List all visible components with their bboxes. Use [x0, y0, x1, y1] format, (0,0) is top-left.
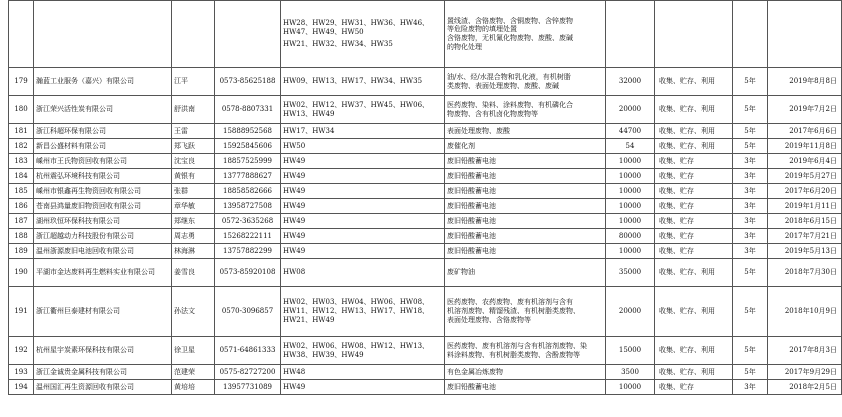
company-name: 温州国汇再生资源回收有限公司 — [34, 380, 172, 395]
waste-codes — [281, 380, 445, 395]
issue-date: 2019年5月13日 — [768, 244, 842, 259]
license-years: 5年 — [733, 259, 768, 287]
waste-code-line: HW17、HW34 — [283, 126, 335, 135]
waste-code-line: HW02、HW12、HW37、HW45、HW06、 — [283, 100, 430, 109]
business-scope: 收集、贮存 — [655, 199, 733, 214]
table-row — [9, 1, 842, 68]
license-years: 3年 — [733, 199, 768, 214]
waste-description-line: 废旧铅酸蓄电池 — [447, 231, 496, 240]
phone-number: 13777888627 — [215, 169, 281, 184]
waste-code-line: HW49 — [283, 216, 306, 225]
waste-code-line: HW49 — [283, 186, 306, 195]
issue-date: 2019年8月8日 — [768, 68, 842, 96]
waste-codes — [281, 229, 445, 244]
contact-person: 郑飞跃 — [172, 139, 215, 154]
annual-capacity: 15000 — [606, 337, 655, 365]
company-name — [34, 1, 172, 68]
waste-code-line: HW47、HW49、HW50 — [283, 27, 364, 36]
phone-number: 15268222111 — [215, 229, 281, 244]
annual-capacity: 20000 — [606, 287, 655, 337]
waste-license-table — [8, 0, 842, 395]
company-name: 杭州震弘环境科技有限公司 — [34, 169, 172, 184]
company-name: 瀚蓝工业服务（嘉兴）有限公司 — [34, 68, 172, 96]
waste-description-line: 医药废物、废有机溶剂与含有机溶剂废物、染 — [447, 341, 587, 350]
table-row — [9, 96, 842, 124]
business-scope: 收集、贮存、利用 — [655, 337, 733, 365]
table-row — [9, 154, 842, 169]
waste-description-line: 含铬废物，无机氰化物废物、废酸、废碱 — [447, 34, 573, 42]
waste-description — [445, 184, 606, 199]
license-years: 3年 — [733, 380, 768, 395]
row-number: 187 — [9, 214, 34, 229]
waste-description-line: 废旧铅酸蓄电池 — [447, 201, 496, 210]
waste-code-line: HW49 — [283, 156, 306, 165]
waste-description — [445, 365, 606, 380]
waste-code-line: HW09、HW13、HW17、HW34、HW35 — [283, 77, 423, 86]
waste-code-line: HW38、HW39、HW49 — [283, 350, 364, 359]
waste-code-line: HW02、HW06、HW08、HW12、HW13、 — [283, 341, 430, 350]
company-name: 温州浙源废旧电池回收有限公司 — [34, 244, 172, 259]
waste-codes — [281, 68, 445, 96]
annual-capacity: 35000 — [606, 259, 655, 287]
company-name: 浙江荣兴活性炭有限公司 — [34, 96, 172, 124]
table-row — [9, 184, 842, 199]
table-row — [9, 259, 842, 287]
waste-description-line: 废旧铅酸蓄电池 — [447, 382, 496, 391]
waste-code-line: HW21、HW32、HW34、HW35 — [283, 40, 393, 49]
waste-description-line: 表面处理废物、废酸 — [447, 126, 510, 135]
waste-code-line: HW13、HW49 — [283, 109, 335, 118]
waste-code-line: HW11、HW12、HW13、HW17、HW18、 — [283, 307, 430, 316]
annual-capacity: 10000 — [606, 199, 655, 214]
waste-code-line: HW21、HW49 — [283, 315, 335, 324]
table-row — [9, 124, 842, 139]
row-number: 182 — [9, 139, 34, 154]
phone-number: 0578-8807331 — [215, 96, 281, 124]
issue-date: 2017年7月21日 — [768, 229, 842, 244]
company-name: 嵊州市王氏物资回收有限公司 — [34, 154, 172, 169]
waste-description-line: 类废物、表面处理废物、废酸、废碱 — [447, 81, 559, 90]
waste-codes — [281, 154, 445, 169]
business-scope: 收集、贮存、利用 — [655, 124, 733, 139]
contact-person: 黄培培 — [172, 380, 215, 395]
row-number: 191 — [9, 287, 34, 337]
waste-description — [445, 68, 606, 96]
business-scope: 收集、贮存、利用 — [655, 68, 733, 96]
phone-number: 13957731089 — [215, 380, 281, 395]
issue-date: 2017年6月20日 — [768, 184, 842, 199]
contact-person: 范建荣 — [172, 365, 215, 380]
contact-person: 徐卫星 — [172, 337, 215, 365]
waste-codes — [281, 184, 445, 199]
license-years: 5年 — [733, 68, 768, 96]
annual-capacity: 32000 — [606, 68, 655, 96]
contact-person: 张群 — [172, 184, 215, 199]
company-name: 新昌公盛材料有限公司 — [34, 139, 172, 154]
phone-number: 15925845606 — [215, 139, 281, 154]
row-number: 189 — [9, 244, 34, 259]
contact-person: 周志勇 — [172, 229, 215, 244]
waste-description — [445, 214, 606, 229]
business-scope: 收集、贮存 — [655, 229, 733, 244]
waste-description-line: 物废物、含有机卤化物废物等 — [447, 109, 538, 118]
issue-date: 2018年7月30日 — [768, 259, 842, 287]
waste-description — [445, 139, 606, 154]
waste-description-line: 医药废物、农药废物、废有机溶剂与含有 — [447, 298, 573, 307]
row-number: 180 — [9, 96, 34, 124]
contact-person: 林海淋 — [172, 244, 215, 259]
waste-codes — [281, 199, 445, 214]
company-name: 苍南县鸿量废旧物资回收有限公司 — [34, 199, 172, 214]
table-row — [9, 199, 842, 214]
waste-code-line: HW49 — [283, 382, 306, 391]
waste-description-line: 机溶剂废物、精馏残渣、有机树脂类废物、 — [447, 307, 580, 316]
annual-capacity: 10000 — [606, 169, 655, 184]
company-name: 平湖市金达废料再生燃料实业有限公司 — [34, 259, 172, 287]
waste-description-line: 的物化处理 — [447, 42, 482, 51]
issue-date: 2019年6月4日 — [768, 154, 842, 169]
company-name: 浙江超越动力科技股份有限公司 — [34, 229, 172, 244]
table-row — [9, 169, 842, 184]
waste-description — [445, 259, 606, 287]
waste-codes — [281, 1, 445, 68]
waste-codes — [281, 244, 445, 259]
waste-codes — [281, 169, 445, 184]
waste-codes — [281, 139, 445, 154]
row-number: 190 — [9, 259, 34, 287]
phone-number: 15888952568 — [215, 124, 281, 139]
row-number: 193 — [9, 365, 34, 380]
phone-number: 0573-85625188 — [215, 68, 281, 96]
waste-code-line: HW48 — [283, 367, 306, 376]
contact-person: 王雷 — [172, 124, 215, 139]
waste-description — [445, 244, 606, 259]
phone-number: 0571-64861333 — [215, 337, 281, 365]
annual-capacity: 44700 — [606, 124, 655, 139]
phone-number — [215, 1, 281, 68]
waste-description-line: 废旧铅酸蓄电池 — [447, 171, 496, 180]
waste-description — [445, 1, 606, 68]
license-years: 3年 — [733, 244, 768, 259]
license-years: 3年 — [733, 154, 768, 169]
annual-capacity — [606, 1, 655, 68]
company-name: 杭州星宇炭素环保科技有限公司 — [34, 337, 172, 365]
waste-code-line: HW49 — [283, 171, 306, 180]
business-scope: 收集、贮存、利用 — [655, 96, 733, 124]
business-scope — [655, 1, 733, 68]
issue-date: 2018年6月15日 — [768, 214, 842, 229]
waste-code-line: HW49 — [283, 231, 306, 240]
business-scope: 收集、贮存、利用 — [655, 365, 733, 380]
table-row — [9, 214, 842, 229]
issue-date: 2019年5月27日 — [768, 169, 842, 184]
annual-capacity: 80000 — [606, 229, 655, 244]
row-number — [9, 1, 34, 68]
issue-date: 2019年11月8日 — [768, 139, 842, 154]
waste-description — [445, 199, 606, 214]
issue-date — [768, 1, 842, 68]
issue-date: 2019年7月2日 — [768, 96, 842, 124]
row-number: 192 — [9, 337, 34, 365]
waste-description-line: 废旧铅酸蓄电池 — [447, 246, 496, 255]
license-years: 5年 — [733, 287, 768, 337]
row-number: 184 — [9, 169, 34, 184]
waste-description — [445, 380, 606, 395]
waste-description-line: 表面处理废物、含铬废物等 — [447, 315, 531, 324]
annual-capacity: 54 — [606, 139, 655, 154]
waste-description — [445, 287, 606, 337]
waste-code-line: HW08 — [283, 268, 306, 277]
contact-person — [172, 1, 215, 68]
company-name: 浙江科超环保有限公司 — [34, 124, 172, 139]
license-years: 3年 — [733, 229, 768, 244]
table-row — [9, 229, 842, 244]
annual-capacity: 3500 — [606, 365, 655, 380]
table-row — [9, 380, 842, 395]
business-scope: 收集、贮存 — [655, 184, 733, 199]
license-years: 5年 — [733, 365, 768, 380]
row-number: 183 — [9, 154, 34, 169]
contact-person: 郑继东 — [172, 214, 215, 229]
waste-description-line: 医药废物、染料、涂料废物、有机磷化合 — [447, 100, 573, 109]
business-scope: 收集、贮存 — [655, 214, 733, 229]
license-years: 5年 — [733, 139, 768, 154]
row-number: 188 — [9, 229, 34, 244]
table-row — [9, 244, 842, 259]
row-number: 181 — [9, 124, 34, 139]
phone-number: 0572-3635268 — [215, 214, 281, 229]
waste-description-line: 废旧铅酸蓄电池 — [447, 216, 496, 225]
waste-description — [445, 124, 606, 139]
table-row — [9, 337, 842, 365]
waste-codes — [281, 214, 445, 229]
business-scope: 收集、贮存 — [655, 244, 733, 259]
company-name: 湖州玖恒环保科技有限公司 — [34, 214, 172, 229]
table-row — [9, 68, 842, 96]
waste-description-line: 油/水、烃/水混合物和乳化液，有机树脂 — [447, 72, 571, 81]
business-scope: 收集、贮存、利用 — [655, 287, 733, 337]
waste-code-line: HW50 — [283, 141, 306, 150]
phone-number: 18857525999 — [215, 154, 281, 169]
waste-description-line: 废旧铅酸蓄电池 — [447, 156, 496, 165]
waste-codes — [281, 337, 445, 365]
phone-number: 13958727508 — [215, 199, 281, 214]
contact-person: 黄银有 — [172, 169, 215, 184]
row-number: 186 — [9, 199, 34, 214]
contact-person: 姜雪良 — [172, 259, 215, 287]
license-years: 5年 — [733, 337, 768, 365]
waste-description-line: 废矿物油 — [447, 268, 475, 277]
table-body — [9, 1, 842, 395]
waste-code-line: HW28、HW29、HW31、HW36、HW46、 — [283, 18, 430, 27]
business-scope: 收集、贮存、利用 — [655, 259, 733, 287]
annual-capacity: 10000 — [606, 214, 655, 229]
row-number: 185 — [9, 184, 34, 199]
waste-codes — [281, 124, 445, 139]
contact-person: 孙法文 — [172, 287, 215, 337]
license-years: 5年 — [733, 124, 768, 139]
waste-description-line: 等危险废物的填埋处置 — [447, 25, 517, 34]
business-scope: 收集、贮存 — [655, 154, 733, 169]
waste-description — [445, 154, 606, 169]
waste-code-line: HW49 — [283, 201, 306, 210]
business-scope: 收集、贮存 — [655, 380, 733, 395]
phone-number: 0575-82727200 — [215, 365, 281, 380]
annual-capacity: 20000 — [606, 96, 655, 124]
waste-description-line: 有色金属冶炼废物 — [447, 367, 503, 376]
contact-person: 江平 — [172, 68, 215, 96]
annual-capacity: 10000 — [606, 380, 655, 395]
annual-capacity: 10000 — [606, 184, 655, 199]
waste-codes — [281, 96, 445, 124]
company-name: 浙江衢州巨泰建材有限公司 — [34, 287, 172, 337]
table-row — [9, 139, 842, 154]
waste-codes — [281, 365, 445, 380]
issue-date: 2017年9月29日 — [768, 365, 842, 380]
phone-number: 0573-85920108 — [215, 259, 281, 287]
license-years: 3年 — [733, 214, 768, 229]
issue-date: 2017年8月3日 — [768, 337, 842, 365]
table-row — [9, 365, 842, 380]
license-years: 3年 — [733, 184, 768, 199]
waste-description-line: 料涂料废物、有机树脂类废物、含酚废物等 — [447, 350, 580, 359]
business-scope: 收集、贮存、利用 — [655, 139, 733, 154]
waste-description — [445, 337, 606, 365]
annual-capacity: 10000 — [606, 154, 655, 169]
waste-description — [445, 169, 606, 184]
license-years: 3年 — [733, 169, 768, 184]
waste-code-line: HW49 — [283, 246, 306, 255]
waste-code-line: HW02、HW03、HW04、HW06、HW08、 — [283, 298, 430, 307]
issue-date: 2017年6月6日 — [768, 124, 842, 139]
contact-person: 章华敏 — [172, 199, 215, 214]
waste-description-line: 废催化剂 — [447, 141, 475, 150]
issue-date: 2018年10月9日 — [768, 287, 842, 337]
phone-number: 18858582666 — [215, 184, 281, 199]
contact-person: 舒洪南 — [172, 96, 215, 124]
contact-person: 沈宝良 — [172, 154, 215, 169]
business-scope: 收集、贮存 — [655, 169, 733, 184]
waste-description — [445, 229, 606, 244]
issue-date: 2018年2月5日 — [768, 380, 842, 395]
company-name: 浙江金诚贵金属科技有限公司 — [34, 365, 172, 380]
waste-description-line: 废旧铅酸蓄电池 — [447, 186, 496, 195]
waste-codes — [281, 287, 445, 337]
row-number: 194 — [9, 380, 34, 395]
table-row — [9, 287, 842, 337]
row-number: 179 — [9, 68, 34, 96]
waste-description — [445, 96, 606, 124]
annual-capacity: 10000 — [606, 244, 655, 259]
issue-date: 2019年1月11日 — [768, 199, 842, 214]
license-years — [733, 1, 768, 68]
phone-number: 0570-3096857 — [215, 287, 281, 337]
waste-description-line: 置线渣、含铬废物、含铜废物、含锌废物 — [447, 16, 573, 25]
company-name: 嵊州市银鑫再生物资回收有限公司 — [34, 184, 172, 199]
phone-number: 13757882299 — [215, 244, 281, 259]
waste-codes — [281, 259, 445, 287]
license-years: 5年 — [733, 96, 768, 124]
